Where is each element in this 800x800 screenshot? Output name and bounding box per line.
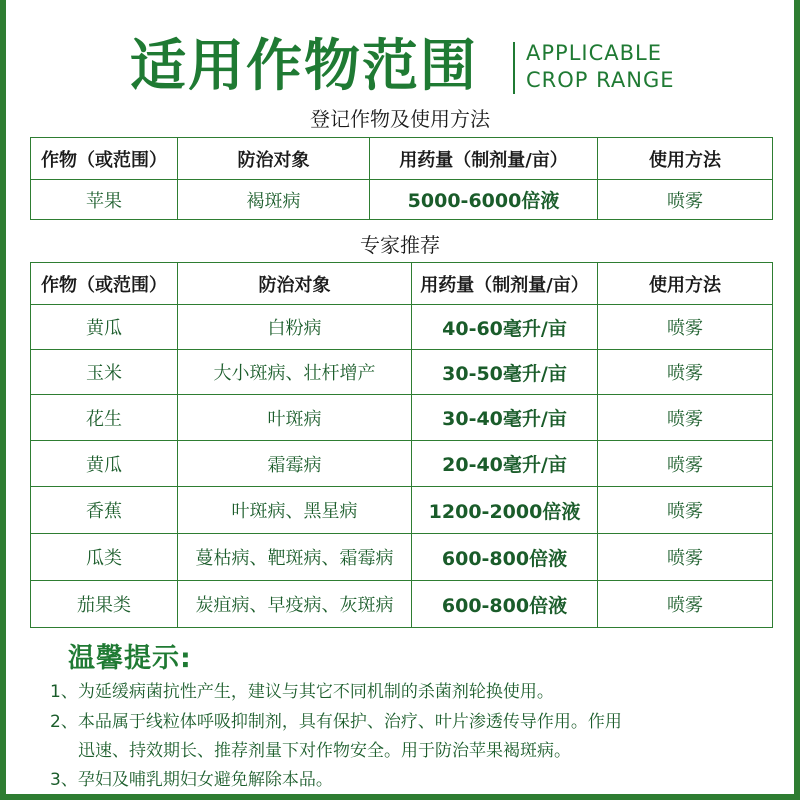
cell-method: 喷雾 bbox=[598, 180, 773, 220]
column-header-method: 使用方法 bbox=[598, 138, 773, 180]
cell-method: 喷雾 bbox=[598, 581, 773, 628]
cell-dosage: 1200-2000倍液 bbox=[412, 487, 598, 534]
table-row bbox=[31, 441, 773, 487]
column-header-crop: 作物（或范围） bbox=[31, 263, 178, 305]
cell-method: 喷雾 bbox=[598, 441, 773, 487]
table-row bbox=[31, 581, 773, 628]
cell-target: 炭疽病、早疫病、灰斑病 bbox=[178, 581, 412, 628]
cell-crop: 香蕉 bbox=[31, 487, 178, 534]
cell-crop: 黄瓜 bbox=[31, 441, 178, 487]
header bbox=[0, 28, 800, 108]
cell-method: 喷雾 bbox=[598, 350, 773, 395]
expert-table bbox=[30, 262, 773, 628]
table-row bbox=[31, 487, 773, 534]
table-row bbox=[31, 534, 773, 581]
cell-crop: 黄瓜 bbox=[31, 305, 178, 350]
cell-target: 白粉病 bbox=[178, 305, 412, 350]
table-row bbox=[31, 180, 773, 220]
cell-dosage: 40-60毫升/亩 bbox=[412, 305, 598, 350]
table-row bbox=[31, 305, 773, 350]
table-row bbox=[31, 350, 773, 395]
cell-crop: 苹果 bbox=[31, 180, 178, 220]
cell-target: 叶斑病 bbox=[178, 395, 412, 441]
cell-dosage: 30-40毫升/亩 bbox=[412, 395, 598, 441]
cell-dosage: 5000-6000倍液 bbox=[370, 180, 598, 220]
cell-method: 喷雾 bbox=[598, 534, 773, 581]
cell-method: 喷雾 bbox=[598, 305, 773, 350]
page-title-en bbox=[526, 40, 674, 94]
tip-item-continued: 迅速、持效期长、推荐剂量下对作物安全。用于防治苹果褐斑病。 bbox=[78, 741, 571, 761]
column-header-target: 防治对象 bbox=[178, 263, 412, 305]
table-header-row bbox=[31, 138, 773, 180]
cell-target: 霜霉病 bbox=[178, 441, 412, 487]
cell-crop: 玉米 bbox=[31, 350, 178, 395]
table-header-row bbox=[31, 263, 773, 305]
cell-crop: 花生 bbox=[31, 395, 178, 441]
cell-crop: 瓜类 bbox=[31, 534, 178, 581]
column-header-crop: 作物（或范围） bbox=[31, 138, 178, 180]
cell-target: 蔓枯病、靶斑病、霜霉病 bbox=[178, 534, 412, 581]
cell-dosage: 30-50毫升/亩 bbox=[412, 350, 598, 395]
registered-section-title: 登记作物及使用方法 bbox=[310, 107, 490, 131]
column-header-dosage: 用药量（制剂量/亩） bbox=[370, 138, 598, 180]
title-en-line2: CROP RANGE bbox=[526, 68, 675, 92]
table-row bbox=[31, 395, 773, 441]
cell-method: 喷雾 bbox=[598, 487, 773, 534]
cell-method: 喷雾 bbox=[598, 395, 773, 441]
cell-dosage: 20-40毫升/亩 bbox=[412, 441, 598, 487]
cell-target: 叶斑病、黑星病 bbox=[178, 487, 412, 534]
cell-crop: 茄果类 bbox=[31, 581, 178, 628]
page-title: 适用作物范围 bbox=[130, 34, 478, 99]
title-en-line1: APPLICABLE bbox=[526, 41, 662, 65]
tip-item: 2、本品属于线粒体呼吸抑制剂，具有保护、治疗、叶片渗透传导作用。作用 bbox=[50, 712, 622, 732]
column-header-dosage: 用药量（制剂量/亩） bbox=[412, 263, 598, 305]
tips-title: 温馨提示: bbox=[68, 643, 192, 674]
expert-section-title: 专家推荐 bbox=[360, 233, 440, 257]
cell-target: 褐斑病 bbox=[178, 180, 370, 220]
tip-item: 3、孕妇及哺乳期妇女避免解除本品。 bbox=[50, 770, 333, 790]
cell-dosage: 600-800倍液 bbox=[412, 534, 598, 581]
cell-dosage: 600-800倍液 bbox=[412, 581, 598, 628]
registered-table bbox=[30, 137, 773, 220]
title-divider bbox=[513, 42, 515, 94]
tip-item: 1、为延缓病菌抗性产生，建议与其它不同机制的杀菌剂轮换使用。 bbox=[50, 682, 554, 702]
column-header-method: 使用方法 bbox=[598, 263, 773, 305]
cell-target: 大小斑病、壮杆增产 bbox=[178, 350, 412, 395]
column-header-target: 防治对象 bbox=[178, 138, 370, 180]
